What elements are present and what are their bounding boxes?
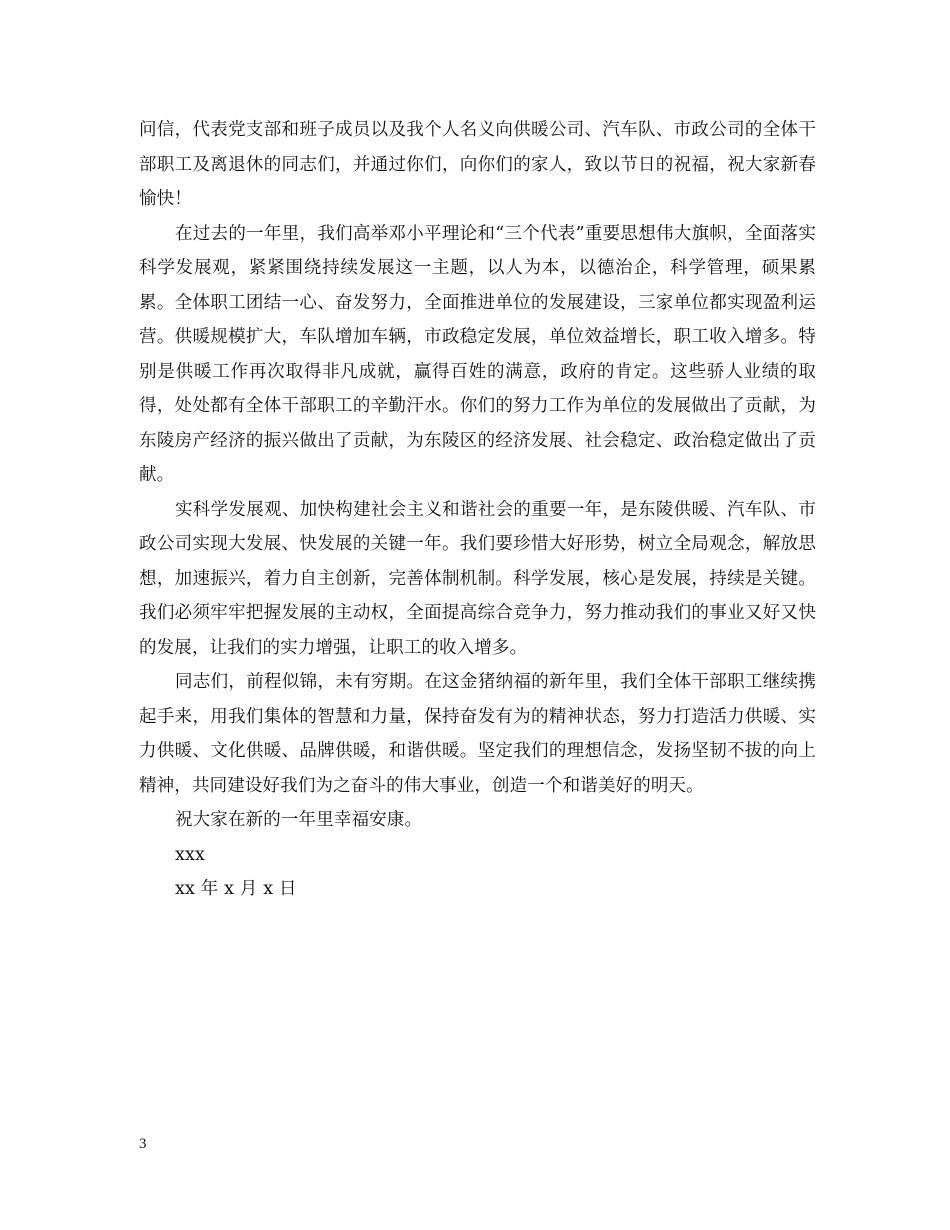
signature: xxx (175, 844, 206, 865)
paragraph-coming-year-goals: 实科学发展观、加快构建社会主义和谐社会的重要一年，是东陵供暖、汽车队、市政公司实现大发展、快发展的关键一年。我们要珍惜大好形势，树立全局观念，解放思想，加速振兴，着力自主创新，完善体制机制。科学发展，核心是发展，持续是关键。我们必须牢牢把握发展的主动权，全面提高综合竞争力，努力推动我们的事业又好又快的发展，让我们的实力增强，让职工的收入增多。 (139, 499, 816, 658)
date-line: xx 年 x 月 x 日 (175, 879, 297, 899)
paragraph-call-to-action: 同志们，前程似锦，未有穷期。在这金猪纳福的新年里，我们全体干部职工继续携起手来，用我们集体的智慧和力量，保持奋发有为的精神状态，努力打造活力供暖、实力供暖、文化供暖、品牌供暖，和谐供暖。坚定我们的理想信念，发扬坚韧不拔的向上精神，共同建设好我们为之奋斗的伟大事业，创造一个和谐美好的明天。 (139, 672, 816, 796)
document-body (139, 113, 816, 907)
paragraph-past-year-review: 在过去的一年里，我们高举邓小平理论和“三个代表”重要思想伟大旗帜，全面落实科学发展观，紧紧围绕持续发展这一主题，以人为本，以德治企，科学管理，硕果累累。全体职工团结一心、奋发努力，全面推进单位的发展建设，三家单位都实现盈利运营。供暖规模扩大，车队增加车辆，市政稳定发展，单位效益增长，职工收入增多。特别是供暖工作再次取得非凡成就，赢得百姓的满意，政府的肯定。这些骄人业绩的取得，处处都有全体干部职工的辛勤汗水。你们的努力工作为单位的发展做出了贡献，为东陵房产经济的振兴做出了贡献，为东陵区的经济发展、社会稳定、政治稳定做出了贡献。 (139, 223, 816, 485)
paragraph-closing-wish: 祝大家在新的一年里幸福安康。 (175, 810, 423, 830)
page-number: 3 (139, 1136, 147, 1152)
paragraph-greeting-continued: 问信，代表党支部和班子成员以及我个人名义向供暖公司、汽车队、市政公司的全体干部职工及离退休的同志们，并通过你们，向你们的家人，致以节日的祝福，祝大家新春愉快！ (139, 120, 816, 209)
